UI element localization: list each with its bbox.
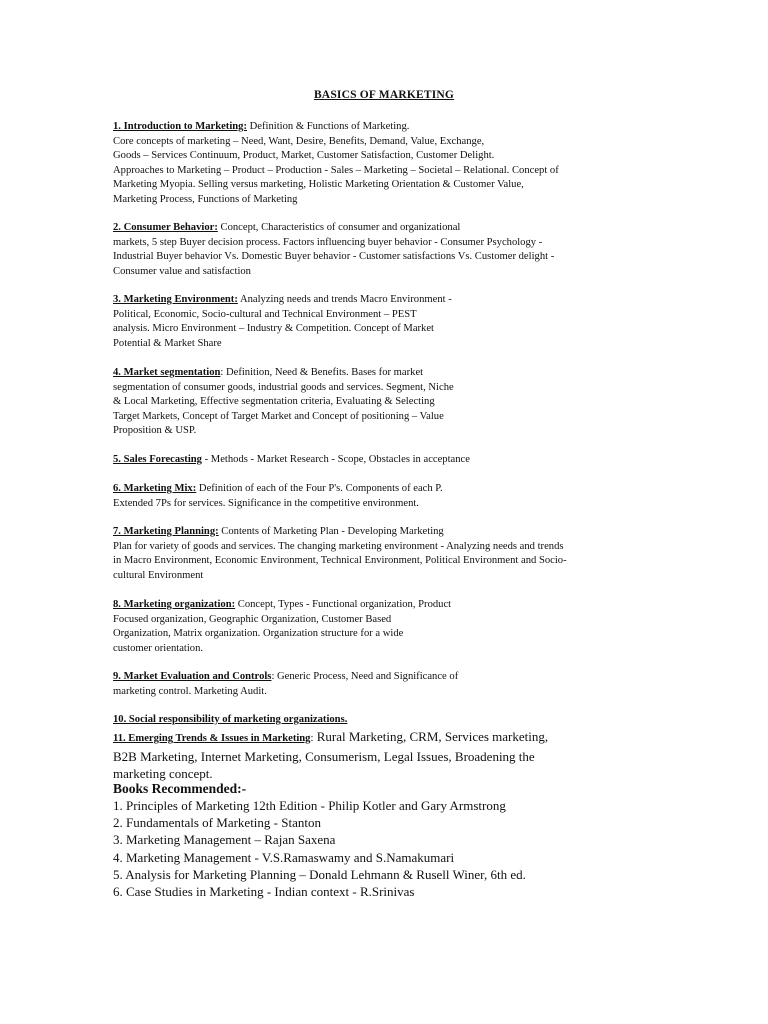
book-item: 5. Analysis for Marketing Planning – Donald Lehmann & Rusell Winer, 6th ed. xyxy=(113,866,526,882)
book-item: 3. Marketing Management – Rajan Saxena xyxy=(113,832,336,848)
section-text: Extended 7Ps for services. Significance in the competitive environment. xyxy=(113,497,419,509)
section-text: marketing control. Marketing Audit. xyxy=(113,685,267,697)
section-introduction-to-marketing xyxy=(113,120,673,207)
section-text: marketing concept. xyxy=(113,766,213,781)
section-text: Definition & Functions of Marketing. xyxy=(247,121,410,132)
section-sales-forecasting xyxy=(113,453,673,468)
section-heading: 2. Consumer Behavior: xyxy=(113,222,218,233)
section-text: & Local Marketing, Effective segmentation criteria, Evaluating & Selecting xyxy=(113,396,435,407)
section-heading: 7. Marketing Planning: xyxy=(113,526,219,537)
section-text: in Macro Environment, Economic Environment, Technical Environment, Political Environment and Socio- xyxy=(113,555,567,566)
section-emerging-trends xyxy=(113,728,673,783)
section-text: - Methods - Market Research - Scope, Obstacles in acceptance xyxy=(201,454,470,465)
section-social-responsibility xyxy=(113,713,673,728)
section-text: Goods – Services Continuum, Product, Market, Customer Satisfaction, Customer Delight. xyxy=(113,150,495,161)
section-text: cultural Environment xyxy=(113,569,204,581)
section-text: Political, Economic, Socio-cultural and Technical Environment – PEST xyxy=(113,308,417,320)
section-text: segmentation of consumer goods, industrial goods and services. Segment, Niche xyxy=(113,381,454,393)
section-text: Concept, Characteristics of consumer and organizational xyxy=(217,222,461,233)
section-text: Rural Marketing, CRM, Services marketing, xyxy=(313,729,549,744)
section-heading: 4. Market segmentation xyxy=(113,367,221,378)
section-text: markets, 5 step Buyer decision process. Factors influencing buyer behavior - Consumer Psychology - xyxy=(113,236,543,248)
section-market-segmentation xyxy=(113,366,673,439)
section-marketing-organization xyxy=(113,598,673,656)
section-text: Target Markets, Concept of Target Market and Concept of positioning – Value xyxy=(113,410,444,422)
book-item: 2. Fundamentals of Marketing - Stanton xyxy=(113,815,321,831)
section-text: Definition of each of the Four P's. Components of each P. xyxy=(196,483,443,494)
section-heading: 11. Emerging Trends & Issues in Marketing xyxy=(113,733,311,744)
book-item: 4. Marketing Management - V.S.Ramaswamy and S.Namakumari xyxy=(113,849,455,865)
section-text: customer orientation. xyxy=(113,642,204,654)
section-text: Potential & Market Share xyxy=(113,337,222,349)
heading-colon: : xyxy=(310,733,314,744)
section-text: Core concepts of marketing – Need, Want, Desire, Benefits, Demand, Value, Exchange, xyxy=(113,135,485,147)
section-text: analysis. Micro Environment – Industry & Competition. Concept of Market xyxy=(113,323,434,334)
section-text: Focused organization, Geographic Organization, Customer Based xyxy=(113,613,392,625)
section-text: Organization, Matrix organization. Organization structure for a wide xyxy=(113,628,404,639)
section-text: Approaches to Marketing – Product – Production - Sales – Marketing – Societal – Relational. Concept of xyxy=(113,164,559,176)
section-text: Industrial Buyer behavior Vs. Domestic Buyer behavior - Customer satisfactions Vs. Customer delight - xyxy=(113,251,555,262)
section-marketing-mix xyxy=(113,482,673,511)
section-heading: 10. Social responsibility of marketing organizations. xyxy=(113,714,348,725)
section-heading: 8. Marketing organization: xyxy=(113,599,236,610)
section-text: Analyzing needs and trends Macro Environment - xyxy=(237,294,452,305)
section-text: Consumer value and satisfaction xyxy=(113,265,251,277)
section-text: Proposition & USP. xyxy=(113,425,197,436)
section-text: Marketing Myopia. Selling versus marketing, Holistic Marketing Orientation & Customer Value, xyxy=(113,179,524,190)
section-marketing-planning xyxy=(113,525,673,583)
section-text: B2B Marketing, Internet Marketing, Consumerism, Legal Issues, Broadening the xyxy=(113,748,535,764)
book-item: 1. Principles of Marketing 12th Edition - Philip Kotler and Gary Armstrong xyxy=(113,798,506,813)
section-heading: 3. Marketing Environment: xyxy=(113,294,238,305)
section-text: Concept, Types - Functional organization, Product xyxy=(235,599,452,610)
section-text: Plan for variety of goods and services. The changing marketing environment - Analyzing needs and trends xyxy=(113,540,564,552)
section-text: Marketing Process, Functions of Marketing xyxy=(113,193,298,205)
section-text: : Definition, Need & Benefits. Bases for market xyxy=(220,367,424,378)
book-item: 6. Case Studies in Marketing - Indian context - R.Srinivas xyxy=(113,884,415,900)
section-market-evaluation xyxy=(113,670,673,699)
section-heading: 5. Sales Forecasting xyxy=(113,454,202,465)
document-title: BASICS OF MARKETING xyxy=(313,89,455,101)
section-marketing-environment xyxy=(113,293,673,351)
books-heading: Books Recommended:- xyxy=(113,781,247,796)
section-consumer-behavior xyxy=(113,221,673,279)
books-list xyxy=(113,797,673,900)
section-text: Contents of Marketing Plan - Developing Marketing xyxy=(218,526,444,537)
section-heading: 6. Marketing Mix: xyxy=(113,483,197,494)
section-heading: 9. Market Evaluation and Controls xyxy=(113,671,272,682)
section-heading: 1. Introduction to Marketing: xyxy=(113,121,247,132)
section-text: : Generic Process, Need and Significance of xyxy=(271,671,459,682)
